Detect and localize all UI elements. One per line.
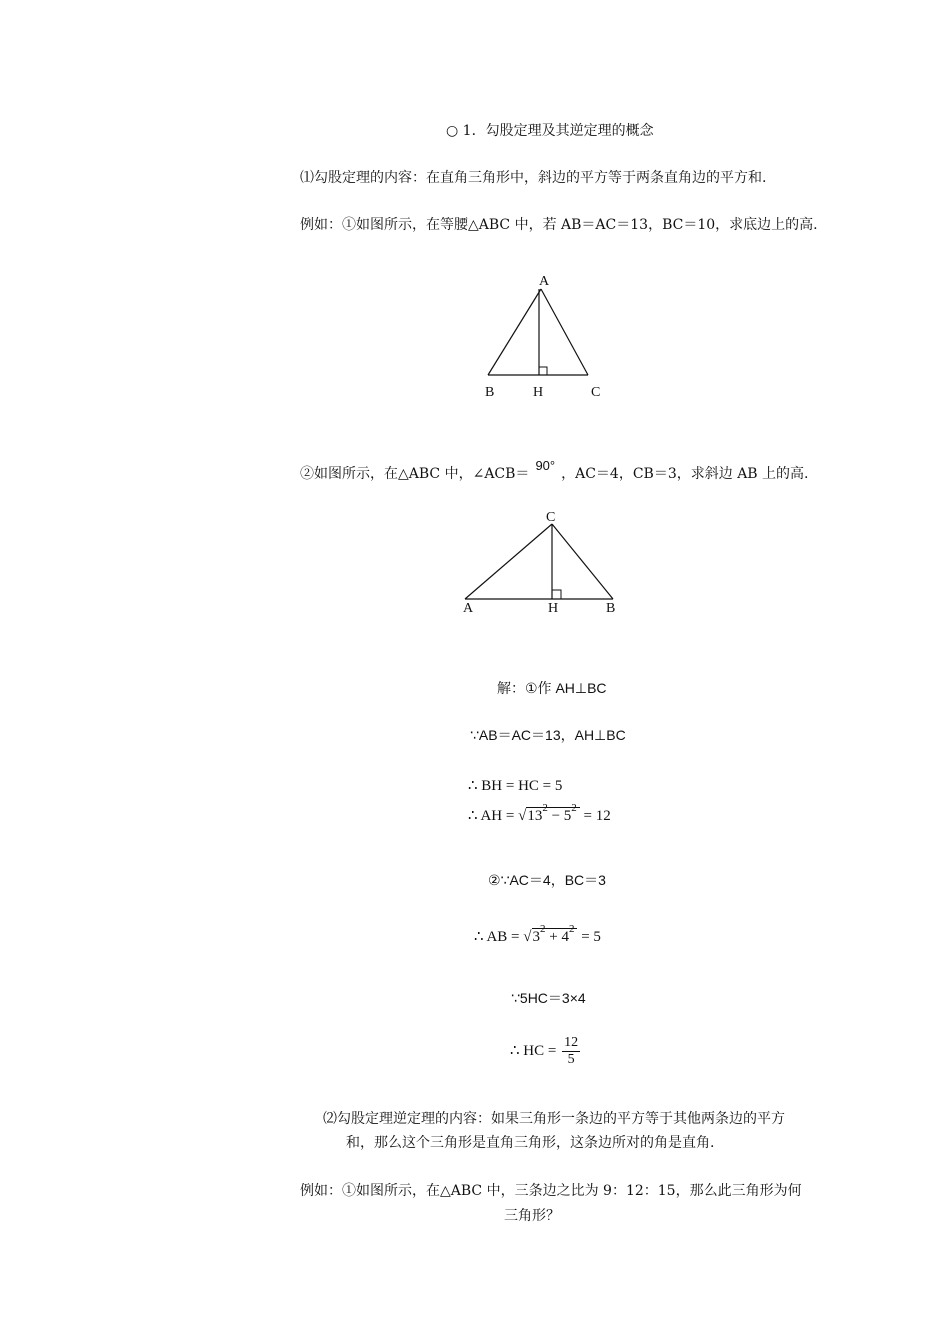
step-4-exp-1: 2 (542, 802, 548, 814)
step-4-base-1: 13 (527, 808, 543, 824)
fraction-numerator: 12 (564, 1035, 579, 1050)
foot-label-h: H (533, 385, 544, 400)
theorem-statement: ⑴勾股定理的内容：在直角三角形中，斜边的平方等于两条直角边的平方和. (300, 170, 767, 186)
step-4-exp-2: 2 (571, 802, 577, 814)
step-4-prefix: ∴ AH = (468, 808, 515, 824)
converse-theorem-line-2: 和，那么这个三角形是直角三角形，这条边所对的角是直角. (346, 1135, 715, 1151)
vertex-label-b: B (485, 385, 495, 400)
sqrt-expression (526, 802, 579, 825)
example-3-line-2: 三角形？ (504, 1208, 560, 1224)
figure-right-triangle (455, 506, 630, 621)
step-6-base-1: 3 (532, 929, 540, 945)
step-6-term-2: + 4 (545, 929, 569, 945)
sqrt-expression (532, 923, 578, 946)
example-2-text (300, 458, 809, 483)
converse-theorem-line-1: ⑵勾股定理逆定理的内容：如果三角形一条边的平方等于其他两条边的平方 (323, 1111, 785, 1127)
example-1-text: 例如：①如图所示，在等腰△ABC 中，若 AB＝AC＝13，BC＝10，求底边上的高. (300, 217, 818, 233)
sqrt-sign: √ (518, 808, 527, 824)
fraction (562, 1035, 580, 1068)
solution-step-4 (468, 802, 611, 825)
step-6-prefix: ∴ AB = (474, 929, 520, 945)
example-2-pre: ②如图所示，在△ABC 中，∠ACB＝ (300, 466, 530, 482)
step-4-term-2: − 5 (547, 808, 572, 824)
solution-step-3: ∴ BH = HC = 5 (468, 778, 563, 794)
fraction-denominator: 5 (567, 1052, 575, 1067)
solution-step-1: 解：①作 AH⊥BC (497, 680, 607, 696)
vertex-label-a: A (539, 274, 550, 289)
foot-label-h: H (548, 601, 559, 616)
vertex-label-a: A (463, 601, 474, 616)
solution-step-7: ∵5HC＝3×4 (511, 990, 586, 1006)
step-6-exp-1: 2 (540, 923, 546, 935)
sqrt-sign: √ (523, 929, 532, 945)
example-2-post: ，AC＝4，CB＝3，求斜边 AB 上的高. (561, 466, 809, 482)
solution-step-6 (474, 923, 601, 946)
section-heading: ○ 1．勾股定理及其逆定理的概念 (446, 123, 654, 139)
vertex-label-b: B (606, 601, 616, 616)
solution-step-2: ∵AB＝AC＝13，AH⊥BC (470, 727, 626, 743)
right-angle-value: 90° (535, 458, 556, 473)
step-4-result: = 12 (583, 808, 611, 824)
solution-step-5: ②∵AC＝4，BC＝3 (488, 872, 606, 888)
step-6-result: = 5 (581, 929, 601, 945)
vertex-label-c: C (546, 510, 556, 525)
vertex-label-c: C (591, 385, 601, 400)
figure-isosceles-triangle (470, 268, 620, 403)
example-3-line-1: 例如：①如图所示，在△ABC 中，三条边之比为 9：12：15，那么此三角形为何 (300, 1183, 802, 1199)
solution-step-8 (510, 1035, 580, 1068)
step-6-exp-2: 2 (568, 923, 575, 935)
step-8-prefix: ∴ HC = (510, 1042, 557, 1059)
